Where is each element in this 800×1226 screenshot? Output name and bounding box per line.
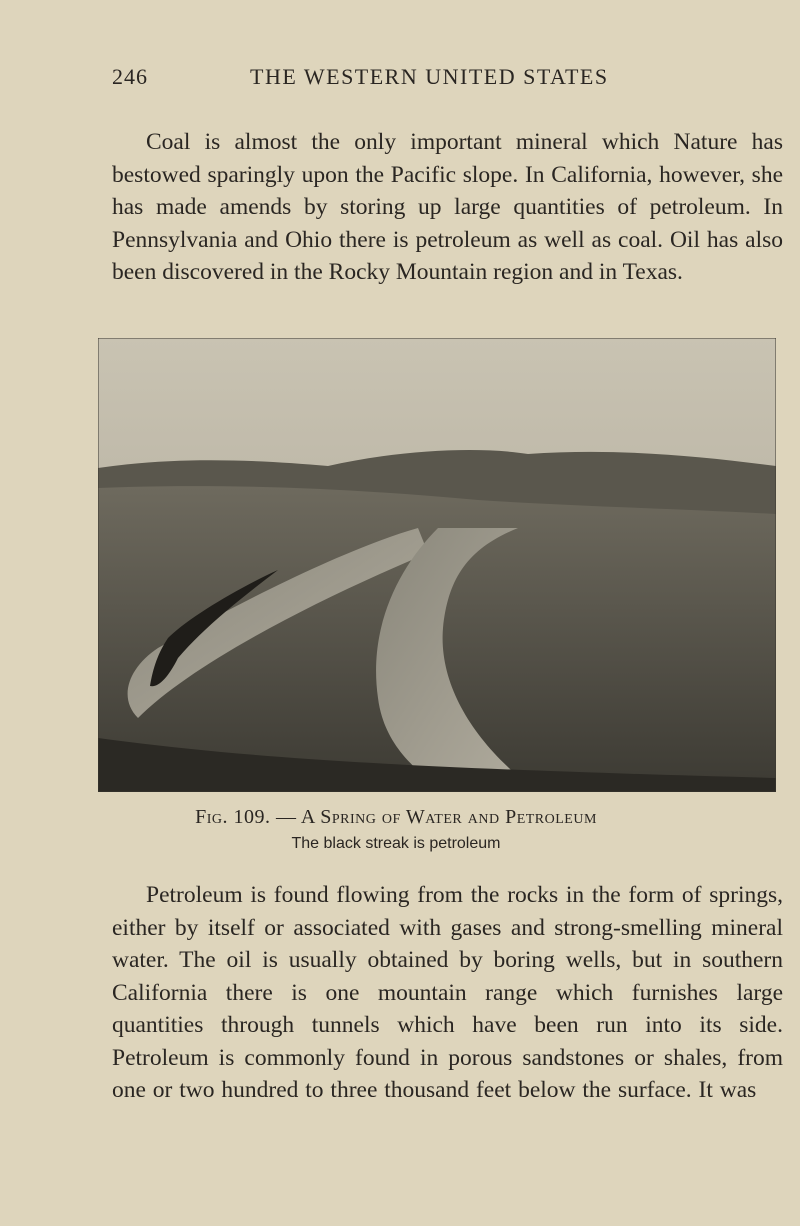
figure-caption-text: Fig. 109. — A Spring of Water and Petroleum bbox=[195, 806, 597, 828]
figure-caption bbox=[112, 806, 680, 829]
page-header bbox=[112, 64, 652, 104]
paragraph-coal: Coal is almost the only important mineral which Nature has bestowed sparingly upon the Pacific slope. In California, however, she has made amends by storing up large quantities of petroleum. In Pennsylvania and Ohio there is petroleum as well as coal. Oil has also been discovered in the Rocky Mountain region and in Texas. bbox=[112, 129, 783, 285]
paragraph-petroleum: Petroleum is found flowing from the rocks in the form of springs, either by itself or associated with gases and strong-smelling mineral water. The oil is usually obtained by boring wells, but in southern California there is one mountain range which furnishes large quantities through tunnels which have been run into its side. Petroleum is commonly found in porous sandstones or shales, from one or two hundred to three thousand feet below the surface. It was bbox=[112, 882, 783, 1103]
figure-subcaption: The black streak is petroleum bbox=[291, 835, 501, 852]
figure-photo bbox=[98, 338, 776, 792]
running-head: THE WESTERN UNITED STATES bbox=[250, 64, 609, 89]
page-number: 246 bbox=[112, 64, 148, 89]
